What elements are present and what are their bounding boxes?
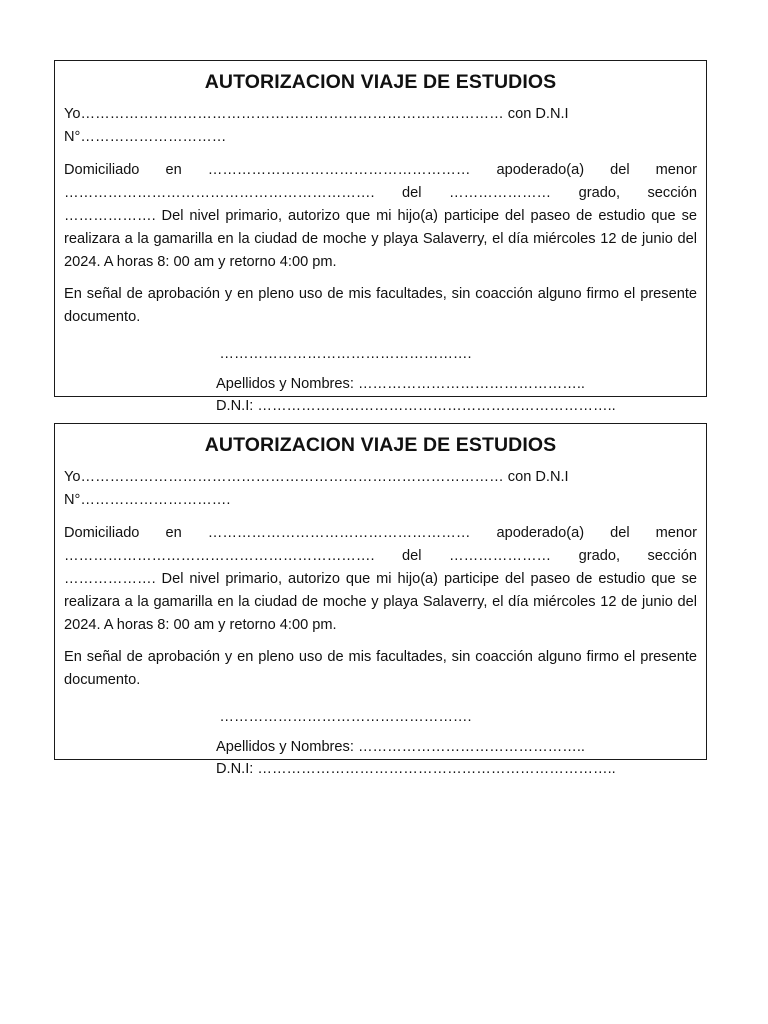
apellidos-nombres-field: Apellidos y Nombres: ………………………………………..	[216, 739, 585, 755]
domicilio-paragraph: Domiciliado en ……………………………………………… apoderado(a) del menor ………………………………………………………. del ………………… grado, sección ………………. Del nivel primario, autorizo que mi hijo(a) participe del paseo de estudio que se realizara a la gamarilla en la ciudad de moche y playa Salaverry, el día miércoles 12 de junio del 2024. A horas 8: 00 am y retorno 4:00 pm.	[64, 525, 697, 633]
signature-fields	[216, 737, 697, 780]
signature-line: …………………………………………….	[219, 346, 472, 362]
dni-field: D.N.I: ………………………………………………………………..	[216, 760, 616, 777]
signature-line: …………………………………………….	[219, 709, 472, 725]
form-title: AUTORIZACION VIAJE DE ESTUDIOS	[204, 71, 557, 93]
yo-dni-line: Yo…………………………………………………………………………… con D.N.I N°…………………………	[64, 106, 569, 145]
apellidos-nombres-field: Apellidos y Nombres: ………………………………………..	[216, 376, 585, 392]
aprobacion-paragraph: En señal de aprobación y en pleno uso de mis facultades, sin coacción alguno firmo el presente documento.	[64, 286, 697, 325]
authorization-form-1	[54, 60, 707, 414]
authorization-form-2	[54, 423, 707, 777]
signature-fields	[216, 374, 697, 417]
aprobacion-paragraph: En señal de aprobación y en pleno uso de mis facultades, sin coacción alguno firmo el presente documento.	[64, 649, 697, 688]
form-title: AUTORIZACION VIAJE DE ESTUDIOS	[204, 434, 557, 456]
dni-field: D.N.I: ………………………………………………………………..	[216, 397, 616, 414]
yo-dni-line: Yo…………………………………………………………………………… con D.N.I N°………………………….	[64, 469, 569, 508]
domicilio-paragraph: Domiciliado en ……………………………………………… apoderado(a) del menor ………………………………………………………. del ………………… grado, sección ………………. Del nivel primario, autorizo que mi hijo(a) participe del paseo de estudio que se realizara a la gamarilla en la ciudad de moche y playa Salaverry, el día miércoles 12 de junio del 2024. A horas 8: 00 am y retorno 4:00 pm.	[64, 162, 697, 270]
